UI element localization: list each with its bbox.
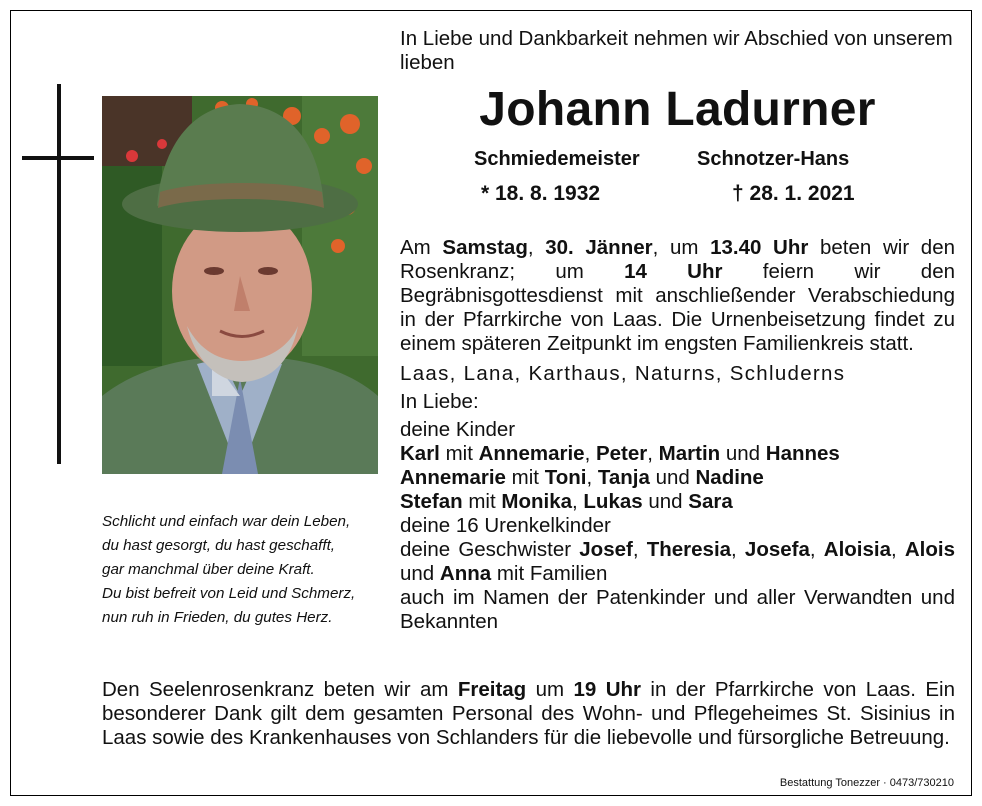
funeral-home-credit: Bestattung Tonezzer · 0473/730210	[779, 777, 954, 789]
in-love-label: In Liebe:	[400, 390, 479, 413]
poem	[102, 510, 392, 630]
cross-icon	[57, 84, 61, 464]
closing-text: Den Seelenrosenkranz beten wir am Freitag um 19 Uhr in der Pfarrkirche von Laas. Ein besonderer Dank gilt dem gesamten Personal des Wohn- und Pflegeheimes St. Sisinius in Laas sowie des Krankenhauses von Schlanders für die liebevolle und fürsorgliche Betreuung.	[102, 678, 955, 749]
nickname: Schnotzer-Hans	[697, 148, 850, 170]
cross-bar	[22, 156, 94, 160]
poem-line: du hast gesorgt, du hast geschafft,	[102, 537, 336, 554]
deceased-name: Johann Ladurner	[479, 83, 876, 136]
poem-line: nun ruh in Frieden, du gutes Herz.	[102, 609, 333, 626]
siblings: deine Geschwister Josef, Theresia, Josefa, Aloisia, Alois und Anna mit Familien	[400, 538, 955, 585]
children-intro: deine Kinder	[400, 418, 516, 441]
service-info: Am Samstag, 30. Jänner, um 13.40 Uhr beten wir den Rosenkranz; um 14 Uhr feiern wir den Begräbnisgottesdienst mit anschließender Verabschiedung in der Pfarrkirche von Laas. Die Urnenbeisetzung findet zu einem späteren Zeitpunkt im engsten Familienkreis statt.	[400, 236, 955, 355]
places: Laas, Lana, Karthaus, Naturns, Schluderns	[400, 362, 846, 385]
poem-line: gar manchmal über deine Kraft.	[102, 561, 315, 578]
other-relatives: auch im Namen der Patenkinder und aller Verwandten und Bekannten	[400, 586, 955, 633]
portrait-photo	[102, 96, 378, 474]
occupation: Schmiedemeister	[474, 148, 640, 170]
death-date: † 28. 1. 2021	[732, 182, 855, 205]
family-line: Annemarie mit Toni, Tanja und Nadine	[400, 466, 764, 489]
family-line: Karl mit Annemarie, Peter, Martin und Hannes	[400, 442, 840, 465]
poem-line: Schlicht und einfach war dein Leben,	[102, 513, 351, 530]
family-line: Stefan mit Monika, Lukas und Sara	[400, 490, 733, 513]
greatgrandchildren: deine 16 Urenkelkinder	[400, 514, 611, 537]
main-text	[400, 236, 955, 634]
birth-date: * 18. 8. 1932	[481, 182, 601, 205]
intro-text: In Liebe und Dankbarkeit nehmen wir Abschied von unserem lieben	[400, 27, 953, 74]
poem-line: Du bist befreit von Leid und Schmerz,	[102, 585, 356, 602]
